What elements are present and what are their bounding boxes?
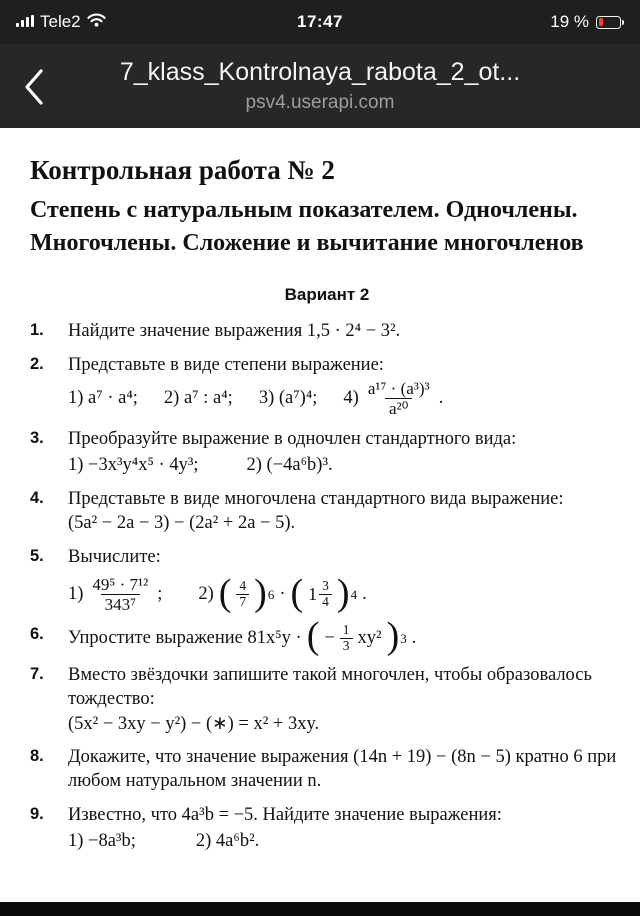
- carrier-label: Tele2: [40, 12, 81, 31]
- fraction: [364, 379, 434, 418]
- page-subtitle: psv4.userapi.com: [245, 92, 395, 113]
- doc-heading-1: Контрольная работа № 2: [30, 155, 335, 185]
- item: 2) ( $\frac{4}{7}$ ) 6 · ( 1 $\frac{3}{4}$ ) 4 .: [198, 571, 367, 614]
- problem-number: 6.: [30, 625, 44, 644]
- fraction-denominator: 4: [319, 594, 332, 610]
- item: 2) (−4a⁶b)³.: [246, 455, 333, 476]
- problem-number: 4.: [30, 488, 44, 507]
- bottom-bar: [0, 902, 640, 916]
- exponent: 3: [400, 630, 407, 646]
- item: [343, 379, 443, 418]
- item-label: 2): [198, 584, 214, 605]
- problem-items: [68, 379, 624, 418]
- problem-items: [68, 571, 624, 615]
- problem-items: [68, 829, 624, 853]
- item-end: .: [362, 584, 367, 605]
- battery-icon: [596, 16, 624, 29]
- problem-7: [30, 663, 624, 736]
- problem-number: 7.: [30, 664, 44, 683]
- fraction-denominator: 3: [340, 638, 353, 654]
- problem-3: [30, 427, 624, 478]
- problem-number: 5.: [30, 546, 44, 565]
- problem-4: [30, 487, 624, 536]
- problem-number: 8.: [30, 747, 44, 766]
- signal-icon: [16, 12, 34, 32]
- problem-1: [30, 319, 624, 343]
- status-bar: [0, 0, 640, 44]
- problem-8: [30, 745, 624, 794]
- problem-number: 3.: [30, 429, 44, 448]
- item: 2) a⁷ : a⁴;: [163, 388, 233, 409]
- item-end: .: [438, 388, 444, 409]
- page-title: 7_klass_Kontrolnaya_rabota_2_ot...: [119, 58, 521, 86]
- chevron-left-icon: [24, 68, 44, 109]
- fraction-numerator: 49⁵ · 7¹²: [92, 575, 149, 595]
- problem-6: [30, 615, 624, 658]
- problem-intro: Вместо звёздочки запишите такой многочлен, чтобы образовалось тождество:: [68, 664, 592, 710]
- problem-intro: Представьте в виде степени выражение:: [68, 354, 384, 375]
- document-viewer[interactable]: [0, 128, 640, 902]
- item-end: ;: [157, 584, 163, 605]
- expression-end: .: [411, 628, 417, 649]
- problem-intro: Представьте в виде многочлена стандартного вида выражение:: [68, 488, 564, 509]
- item: 3) (a⁷)⁴;: [258, 388, 318, 409]
- integer-part: 1: [308, 583, 318, 604]
- problem-intro: Известно, что 4a³b = −5. Найдите значение выражения:: [68, 804, 502, 825]
- fraction-denominator: 343⁷: [101, 594, 140, 614]
- fraction-numerator: 1: [342, 622, 350, 638]
- item-label: 1): [68, 584, 84, 605]
- nav-header: [0, 44, 640, 128]
- fraction-numerator: a¹⁷ · (a³)³: [367, 378, 430, 398]
- fraction: [319, 579, 332, 610]
- item-label: 4): [343, 388, 359, 409]
- wifi-icon: [87, 12, 106, 32]
- problem-expression: Упростите выражение 81x⁵y · ( − $\frac{1}{3}$ xy² ) 3 .: [68, 615, 417, 658]
- multiply-sign: ·: [279, 584, 286, 605]
- problem-9: [30, 803, 624, 854]
- problem-expression: (5x² − 3xy − y²) − (∗) = x² + 3xy.: [68, 713, 320, 734]
- doc-heading-2: Степень с натуральным показателем. Одночлены.: [30, 197, 578, 224]
- fraction-denominator: 7: [236, 594, 249, 610]
- fraction: [340, 623, 353, 654]
- status-bar-right: [454, 12, 624, 32]
- expression-tail: xy²: [357, 628, 382, 649]
- back-button[interactable]: [14, 66, 54, 110]
- problem-items: [68, 453, 624, 477]
- fraction: [88, 575, 152, 614]
- problem-number: 9.: [30, 804, 44, 823]
- problem-intro: Преобразуйте выражение в одночлен стандартного вида:: [68, 429, 517, 450]
- doc-heading-3: Многочлены. Сложение и вычитание многочленов: [30, 229, 584, 256]
- status-bar-left: [16, 12, 186, 32]
- item: 1) −8a³b;: [68, 831, 136, 852]
- item: 2) 4a⁶b².: [195, 831, 260, 852]
- clock: 17:47: [297, 12, 343, 31]
- mixed-number: [308, 579, 332, 610]
- battery-percent: 19 %: [550, 12, 589, 31]
- problem-expression: (5a² − 2a − 3) − (2a² + 2a − 5).: [68, 513, 296, 534]
- problem-text: Докажите, что значение выражения (14n + 19) − (8n − 5) кратно 6 при любом натуральном значении n.: [68, 747, 617, 792]
- fraction: [236, 579, 249, 610]
- exponent: 4: [350, 587, 358, 603]
- minus-sign: −: [324, 628, 335, 649]
- fraction-denominator: a²⁰: [385, 398, 412, 418]
- fraction-numerator: 4: [239, 578, 247, 594]
- problem-number: 2.: [30, 354, 44, 373]
- problem-5: [30, 545, 624, 614]
- fraction-numerator: 3: [322, 578, 329, 594]
- problem-intro: Вычислите:: [68, 546, 161, 567]
- exponent: 6: [267, 587, 275, 603]
- item: 1) a⁷ · a⁴;: [68, 388, 138, 409]
- expression-text: Упростите выражение 81x⁵y ·: [68, 628, 302, 649]
- problem-number: 1.: [30, 321, 44, 340]
- variant-label: Вариант 2: [284, 285, 370, 305]
- item: 1) −3x³y⁴x⁵ · 4y³;: [68, 455, 199, 476]
- problem-2: [30, 353, 624, 418]
- problem-text: Найдите значение выражения 1,5 · 2⁴ − 3².: [68, 321, 401, 342]
- item: [68, 575, 162, 614]
